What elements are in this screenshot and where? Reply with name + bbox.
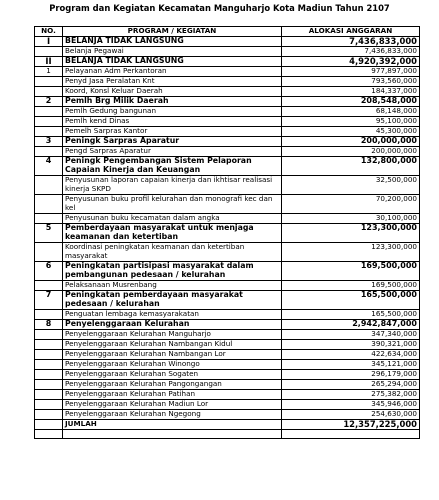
row-number: [35, 195, 63, 214]
alokasi-anggaran-cell: 200,000,000: [282, 147, 420, 157]
header-program-kegiatan: PROGRAM / KEGIATAN: [63, 27, 282, 37]
program-kegiatan-cell: Pelaksanaan Musrenbang: [63, 281, 282, 291]
program-kegiatan-cell: Peningk Sarpras Aparatur: [63, 137, 282, 147]
row-number: [35, 243, 63, 262]
blank-row: [35, 430, 420, 439]
program-kegiatan-cell: Penyusunan laporan capaian kinerja dan ikhtisar realisasi kinerja SKPD: [63, 176, 282, 195]
table-row: [35, 117, 420, 127]
row-number: [35, 214, 63, 224]
table-row: [35, 47, 420, 57]
alokasi-anggaran-cell: 30,100,000: [282, 214, 420, 224]
row-number: 5: [35, 224, 63, 243]
program-kegiatan-cell: Belanja Pegawai: [63, 47, 282, 57]
table-row: [35, 410, 420, 420]
row-number: [35, 330, 63, 340]
program-kegiatan-cell: Koord, Konsl Keluar Daerah: [63, 87, 282, 97]
table-row: [35, 380, 420, 390]
table-row: [35, 340, 420, 350]
table-row: [35, 281, 420, 291]
program-kegiatan-cell: Penyelenggaraan Kelurahan Nambangan Lor: [63, 350, 282, 360]
program-kegiatan-cell: Pemlh Brg Milik Daerah: [63, 97, 282, 107]
table-row: [35, 400, 420, 410]
program-kegiatan-cell: BELANJA TIDAK LANGSUNG: [63, 37, 282, 47]
program-kegiatan-cell: Penyelenggaraan Kelurahan: [63, 320, 282, 330]
program-kegiatan-cell: Penyd Jasa Peralatan Knt: [63, 77, 282, 87]
table-row: [35, 195, 420, 214]
alokasi-anggaran-cell: 422,634,000: [282, 350, 420, 360]
program-kegiatan-cell: Peningkatan partisipasi masyarakat dalam pembangunan pedesaan / kelurahan: [63, 262, 282, 281]
row-number: [35, 281, 63, 291]
alokasi-anggaran-cell: 70,200,000: [282, 195, 420, 214]
row-number: [35, 176, 63, 195]
alokasi-anggaran-cell: 169,500,000: [282, 281, 420, 291]
alokasi-anggaran-cell: [282, 430, 420, 439]
table-row: [35, 57, 420, 67]
row-number: [35, 380, 63, 390]
alokasi-anggaran-cell: 123,300,000: [282, 243, 420, 262]
alokasi-anggaran-cell: 390,321,000: [282, 340, 420, 350]
alokasi-anggaran-cell: 32,500,000: [282, 176, 420, 195]
document-title: Program dan Kegiatan Kecamatan Manguharjo Kota Madiun Tahun 2107: [49, 3, 390, 13]
alokasi-anggaran-cell: 296,179,000: [282, 370, 420, 380]
row-number: 2: [35, 97, 63, 107]
table-row: [35, 157, 420, 176]
table-row: [35, 390, 420, 400]
table-row: [35, 176, 420, 195]
program-kegiatan-cell: [63, 430, 282, 439]
row-number: [35, 87, 63, 97]
alokasi-anggaran-cell: 132,800,000: [282, 157, 420, 176]
table-row: [35, 137, 420, 147]
row-number: [35, 310, 63, 320]
alokasi-anggaran-cell: 45,300,000: [282, 127, 420, 137]
row-number: [35, 117, 63, 127]
alokasi-anggaran-cell: 2,942,847,000: [282, 320, 420, 330]
program-kegiatan-cell: Penyelenggaraan Kelurahan Nambangan Kidul: [63, 340, 282, 350]
program-kegiatan-cell: Penyelenggaraan Kelurahan Manguharjo: [63, 330, 282, 340]
alokasi-anggaran-cell: 275,382,000: [282, 390, 420, 400]
program-kegiatan-cell: Penguatan lembaga kemasyarakatan: [63, 310, 282, 320]
alokasi-anggaran-cell: 165,500,000: [282, 291, 420, 310]
program-kegiatan-cell: Penyelenggaraan Kelurahan Pangongangan: [63, 380, 282, 390]
row-number: [35, 77, 63, 87]
row-number: [35, 400, 63, 410]
row-number: 6: [35, 262, 63, 281]
program-kegiatan-cell: Peningk Pengembangan Sistem Pelaporan Capaian Kinerja dan Keuangan: [63, 157, 282, 176]
row-number: [35, 350, 63, 360]
program-kegiatan-cell: Pemlh Gedung bangunan: [63, 107, 282, 117]
row-number: [35, 390, 63, 400]
row-number: [35, 340, 63, 350]
program-kegiatan-cell: Pengd Sarpras Aparatur: [63, 147, 282, 157]
header-no: NO.: [35, 27, 63, 37]
program-kegiatan-cell: Penyelenggaraan Kelurahan Patihan: [63, 390, 282, 400]
program-kegiatan-cell: Penyelenggaraan Kelurahan Madiun Lor: [63, 400, 282, 410]
row-number: II: [35, 57, 63, 67]
table-row: [35, 262, 420, 281]
row-number: 1: [35, 67, 63, 77]
row-number: 7: [35, 291, 63, 310]
alokasi-anggaran-cell: 347,340,000: [282, 330, 420, 340]
table-row: [35, 224, 420, 243]
row-number: 3: [35, 137, 63, 147]
table-row: [35, 67, 420, 77]
alokasi-anggaran-cell: 345,121,000: [282, 360, 420, 370]
program-kegiatan-cell: Pemelh Sarpras Kantor: [63, 127, 282, 137]
table-row: [35, 87, 420, 97]
row-number: I: [35, 37, 63, 47]
program-kegiatan-cell: Penyusunan buku kecamatan dalam angka: [63, 214, 282, 224]
alokasi-anggaran-cell: 123,300,000: [282, 224, 420, 243]
program-kegiatan-cell: Penyelenggaraan Kelurahan Sogaten: [63, 370, 282, 380]
budget-table-body: [35, 37, 420, 439]
alokasi-anggaran-cell: 95,100,000: [282, 117, 420, 127]
row-number: [35, 360, 63, 370]
table-row: [35, 350, 420, 360]
program-kegiatan-cell: Penyelenggaraan Kelurahan Winongo: [63, 360, 282, 370]
table-row: [35, 147, 420, 157]
row-number: 8: [35, 320, 63, 330]
table-row: [35, 330, 420, 340]
program-kegiatan-cell: Penyelenggaraan Kelurahan Ngegong: [63, 410, 282, 420]
table-row: [35, 127, 420, 137]
row-number: [35, 420, 63, 430]
row-number: [35, 127, 63, 137]
alokasi-anggaran-cell: 977,897,000: [282, 67, 420, 77]
program-kegiatan-cell: Koordinasi peningkatan keamanan dan ketertiban masyarakat: [63, 243, 282, 262]
alokasi-anggaran-cell: 184,337,000: [282, 87, 420, 97]
alokasi-anggaran-cell: 208,548,000: [282, 97, 420, 107]
alokasi-anggaran-cell: 793,560,000: [282, 77, 420, 87]
program-kegiatan-cell: BELANJA TIDAK LANGSUNG: [63, 57, 282, 67]
table-row: [35, 360, 420, 370]
table-row: [35, 37, 420, 47]
total-row: [35, 420, 420, 430]
program-kegiatan-cell: Pemberdayaan masyarakat untuk menjaga keamanan dan ketertiban: [63, 224, 282, 243]
alokasi-anggaran-cell: 68,148,000: [282, 107, 420, 117]
table-row: [35, 243, 420, 262]
alokasi-anggaran-cell: 7,436,833,000: [282, 37, 420, 47]
row-number: 4: [35, 157, 63, 176]
alokasi-anggaran-cell: 165,500,000: [282, 310, 420, 320]
alokasi-anggaran-cell: 345,946,000: [282, 400, 420, 410]
table-row: [35, 107, 420, 117]
total-amount: 12,357,225,000: [282, 420, 420, 430]
alokasi-anggaran-cell: 265,294,000: [282, 380, 420, 390]
alokasi-anggaran-cell: 7,436,833,000: [282, 47, 420, 57]
total-label: JUMLAH: [63, 420, 282, 430]
table-row: [35, 310, 420, 320]
row-number: [35, 370, 63, 380]
header-alokasi-anggaran: ALOKASI ANGGARAN: [282, 27, 420, 37]
alokasi-anggaran-cell: 169,500,000: [282, 262, 420, 281]
table-header-row: [35, 27, 420, 37]
alokasi-anggaran-cell: 200,000,000: [282, 137, 420, 147]
alokasi-anggaran-cell: 4,920,392,000: [282, 57, 420, 67]
table-row: [35, 214, 420, 224]
budget-table: [34, 26, 420, 439]
alokasi-anggaran-cell: 254,630,000: [282, 410, 420, 420]
table-row: [35, 291, 420, 310]
table-row: [35, 370, 420, 380]
program-kegiatan-cell: Peningkatan pemberdayaan masyarakat pedesaan / kelurahan: [63, 291, 282, 310]
row-number: [35, 410, 63, 420]
row-number: [35, 147, 63, 157]
row-number: [35, 47, 63, 57]
table-row: [35, 320, 420, 330]
program-kegiatan-cell: Pemlh kend Dinas: [63, 117, 282, 127]
table-row: [35, 77, 420, 87]
program-kegiatan-cell: Penyusunan buku profil kelurahan dan monografi kec dan kel: [63, 195, 282, 214]
row-number: [35, 107, 63, 117]
table-row: [35, 97, 420, 107]
row-number: [35, 430, 63, 439]
program-kegiatan-cell: Pelayanan Adm Perkantoran: [63, 67, 282, 77]
